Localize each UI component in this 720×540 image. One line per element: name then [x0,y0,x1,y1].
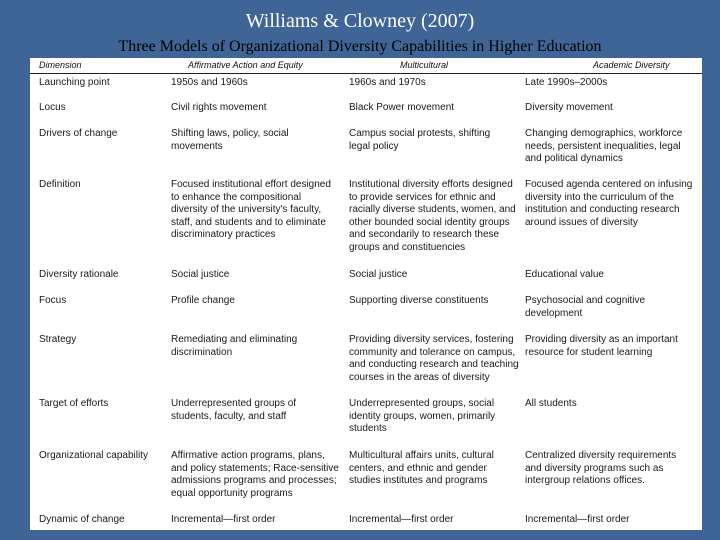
header-multicultural: Multicultural [400,60,449,70]
header-academic-diversity: Academic Diversity [593,60,670,70]
table-cell: Campus social protests, shifting legal policy [349,128,491,152]
table-cell: Educational value [525,269,604,280]
table-cell: Incremental—first order [525,514,630,525]
slide-subtitle: Three Models of Organizational Diversity Capabilities in Higher Education [118,38,602,55]
table-cell: Providing diversity services, fostering community and tolerance on campus, and conducting research and teaching courses in the areas of diversity [349,334,519,383]
table-cell: Shifting laws, policy, social movements [171,128,289,152]
table-cell: Centralized diversity requirements and diversity programs such as intergroup relations offices. [525,450,677,487]
table-cell: Focused institutional effort designed to enhance the compositional diversity of the university's faculty, staff, and students and to eliminate discriminatory practices [171,179,331,241]
table-cell: Focus [39,295,67,306]
table-cell: Affirmative action programs, plans, and policy statements; Race-sensitive admissions programs and processes; equal opportunity programs [171,450,339,499]
table-cell: Remediating and eliminating discrimination [171,334,298,358]
table-cell: Focused agenda centered on infusing diversity into the curriculum of the institution and conducting research around issues of diversity [525,179,693,228]
table-cell: Organizational capability [39,450,148,461]
table-cell: Dynamic of change [39,514,125,525]
table-cell: Profile change [171,295,235,306]
table-cell: 1950s and 1960s [171,77,248,88]
table-cell: Institutional diversity efforts designed to provide services for ethnic and racially diverse students, women, and other bounded social identity groups and secondarily to research these groups and constituencies [349,179,516,253]
table-cell: Drivers of change [39,128,118,139]
table-cell: Providing diversity as an important resource for student learning [525,334,678,358]
table-cell: Changing demographics, workforce needs, persistent inequalities, legal and political dynamics [525,128,683,165]
table-cell: Strategy [39,334,77,345]
table-cell: Diversity movement [525,102,613,113]
table-cell: Locus [39,102,66,113]
table-cell: Underrepresented groups of students, faculty, and staff [171,398,297,422]
table-cell: Definition [39,179,81,190]
slide-title: Williams & Clowney (2007) [245,10,475,32]
table-cell: 1960s and 1970s [349,77,426,88]
table-cell: Diversity rationale [39,269,119,280]
table-cell: Black Power movement [349,102,455,113]
header-affirmative-action: Affirmative Action and Equity [188,60,303,70]
table-cell: Supporting diverse constituents [349,295,489,306]
table-cell: Social justice [171,269,230,280]
table-cell: Civil rights movement [171,102,267,113]
table-cell: Launching point [39,77,110,88]
table-cell: Incremental—first order [349,514,454,525]
table-cell: Psychosocial and cognitive development [525,295,646,319]
table-cell: All students [525,398,577,409]
table-cell: Social justice [349,269,408,280]
table-cell: Underrepresented groups, social identity groups, women, primarily students [349,398,496,435]
table-cell: Target of efforts [39,398,109,409]
table-image [30,58,702,530]
table-cell: Incremental—first order [171,514,276,525]
header-dimension: Dimension [39,60,82,70]
table-header-row [30,59,702,74]
table-cell: Multicultural affairs units, cultural centers, and ethnic and gender studies institutes and programs [349,450,494,487]
table-cell: Late 1990s–2000s [525,77,608,88]
